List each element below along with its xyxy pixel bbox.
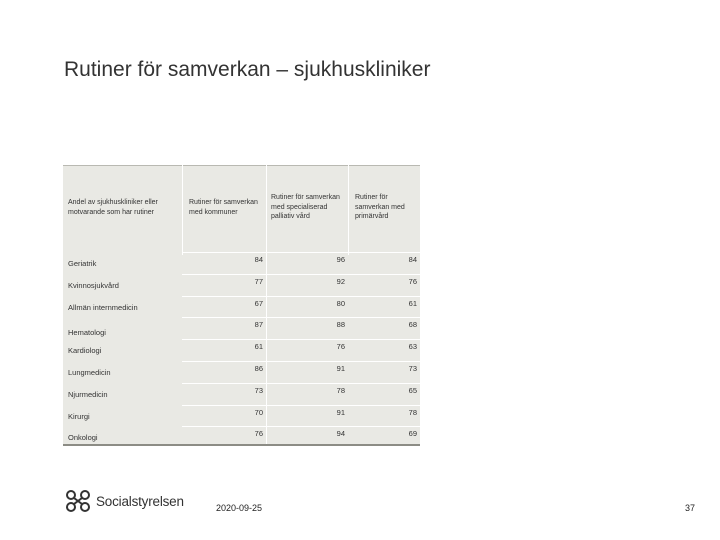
table-cell: 88	[336, 320, 345, 330]
table-cell: 73	[408, 364, 417, 373]
table-cell: 61	[254, 342, 263, 352]
table-cell: 91	[336, 407, 345, 417]
table-cell: 80	[336, 298, 345, 308]
table-top-rule	[63, 165, 420, 166]
column-divider	[182, 165, 183, 255]
column-divider	[266, 165, 267, 445]
header-palliativ: Rutiner för samverkan med specialiserad palliativ vård	[271, 194, 340, 220]
table-cell: 76	[254, 429, 263, 439]
row-label: Kirurgi	[68, 411, 90, 421]
page-number: 37	[685, 503, 696, 513]
header-kommuner: Rutiner för samverkan med kommuner	[189, 199, 258, 216]
row-label: Onkologi	[68, 433, 98, 443]
logo-text: Socialstyrelsen	[96, 493, 184, 509]
table-cell: 68	[408, 320, 417, 330]
table-cell: 76	[408, 276, 417, 286]
table-cell: 84	[408, 255, 417, 264]
row-label: Lungmedicin	[68, 368, 111, 377]
logo-icon	[64, 489, 92, 513]
row-divider	[182, 274, 420, 275]
table-cell: 70	[254, 407, 263, 417]
table-cell: 65	[408, 385, 417, 395]
column-divider	[348, 165, 349, 255]
row-divider	[182, 339, 420, 340]
table-cell: 78	[336, 385, 345, 395]
table-cell: 92	[336, 276, 345, 286]
table-cell: 84	[254, 255, 263, 264]
table-cell: 77	[254, 276, 263, 286]
table-cell: 91	[336, 364, 345, 373]
row-divider	[182, 383, 420, 384]
table-cell: 94	[336, 429, 345, 439]
table-cell: 67	[254, 298, 263, 308]
row-label: Njurmedicin	[68, 389, 108, 399]
table-bottom-rule	[63, 444, 420, 446]
table-cell: 61	[408, 298, 417, 308]
slide-title: Rutiner för samverkan – sjukhuskliniker	[64, 58, 431, 81]
table-cell: 87	[254, 320, 263, 330]
row-label: Allmän internmedicin	[68, 302, 138, 312]
table-cell: 69	[408, 429, 417, 439]
row-label: Kardiologi	[68, 346, 102, 356]
table-cell: 76	[336, 342, 345, 352]
row-label: Hematologi	[68, 328, 106, 338]
row-label: Geriatrik	[68, 259, 97, 268]
table-cell: 63	[408, 342, 417, 352]
table-cell: 73	[254, 385, 263, 395]
row-divider	[182, 252, 420, 253]
row-divider	[182, 317, 420, 318]
row-divider	[182, 296, 420, 297]
header-group-label: Andel av sjukhuskliniker eller motvarande som har rutiner	[68, 199, 158, 216]
row-divider	[182, 426, 420, 427]
footer-date: 2020-09-25	[216, 503, 263, 513]
table-cell: 96	[336, 255, 345, 264]
socialstyrelsen-logo	[64, 487, 184, 515]
header-primarvard: Rutiner för samverkan med primärvård	[355, 194, 405, 220]
table-cell: 78	[408, 407, 417, 417]
row-divider	[182, 361, 420, 362]
table-cell: 86	[254, 364, 263, 373]
row-label: Kvinnosjukvård	[68, 280, 119, 290]
row-divider	[182, 405, 420, 406]
